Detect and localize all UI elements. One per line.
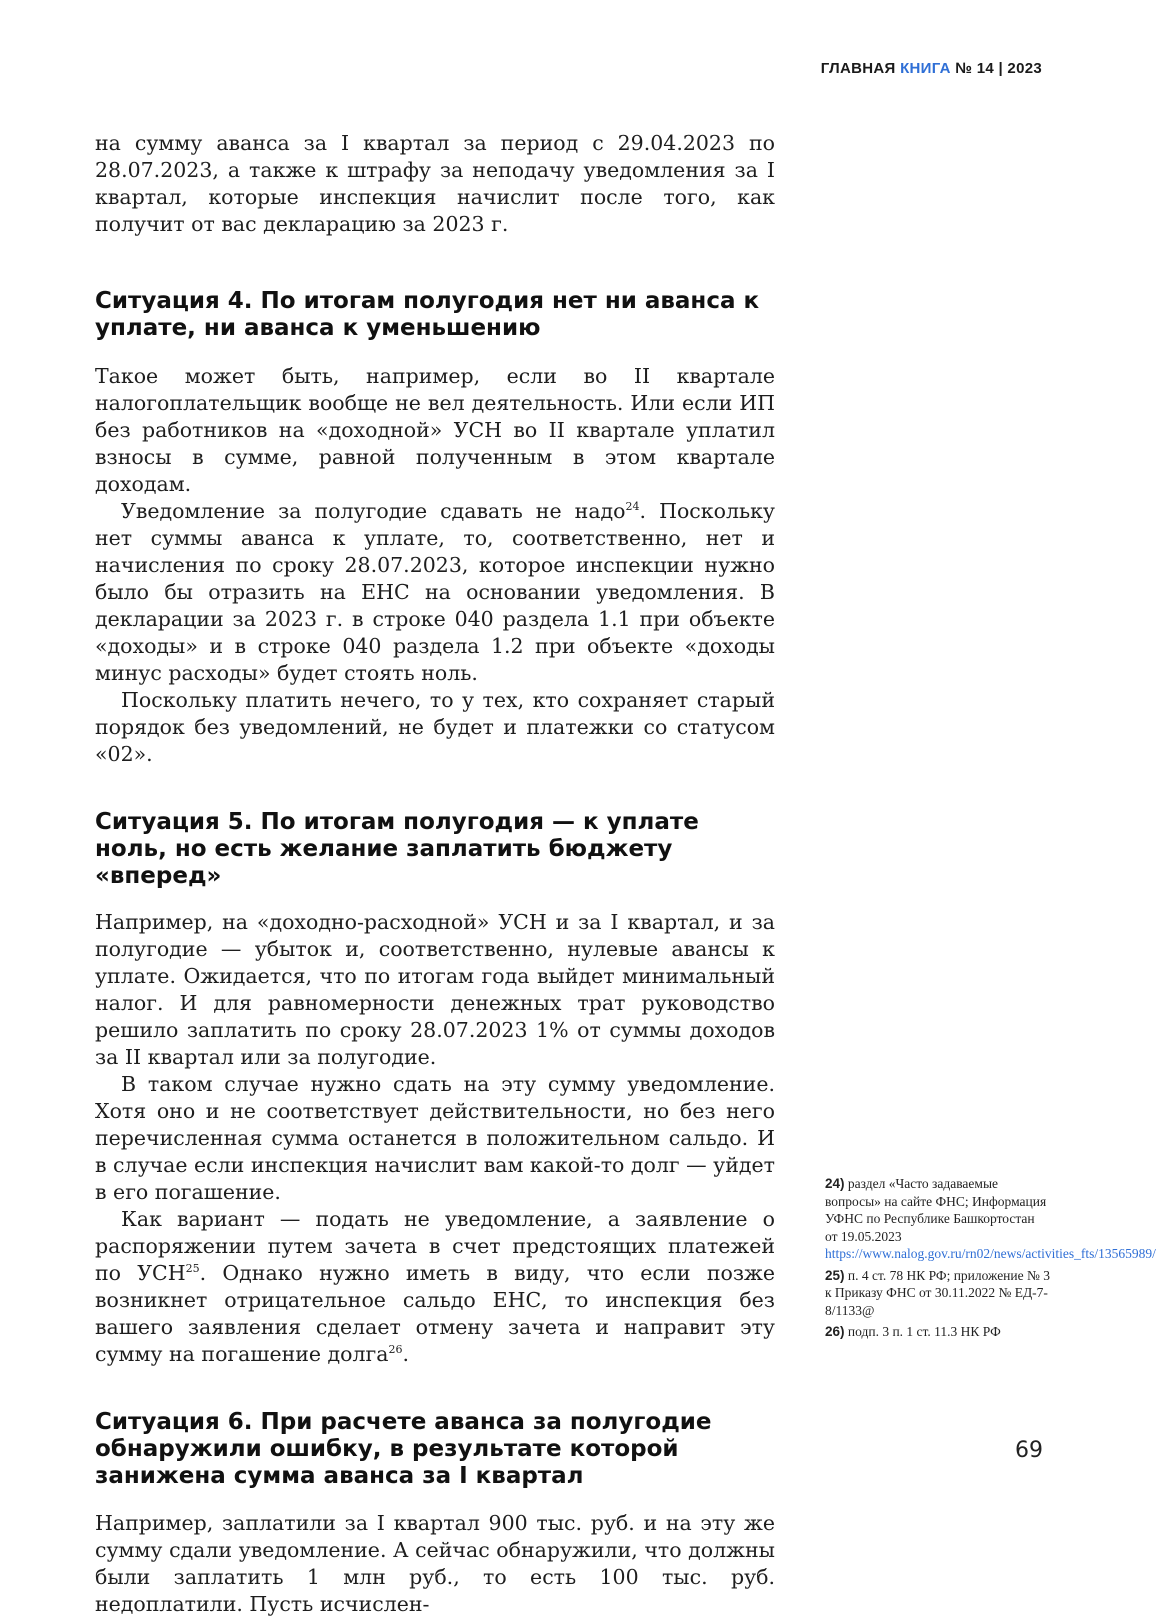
situation4-paragraph-3: Поскольку платить нечего, то у тех, кто сохраняет старый порядок без уведомлений, не будет и платежки со статусом «02». xyxy=(95,688,775,766)
footnote-ref-24[interactable]: 24 xyxy=(625,500,640,514)
header-title: ГЛАВНАЯ xyxy=(820,60,901,77)
running-header xyxy=(821,60,1042,77)
header-issue: № 14 | 2023 xyxy=(950,60,1042,77)
situation6-paragraph-1: Например, заплатили за I квартал 900 тыс. руб. и на эту же сумму сдали уведомление. А сейчас обнаружили, что должны были заплатить 1 млн руб., то есть 100 тыс. руб. недоплатили. Пусть исчислен- xyxy=(95,1511,775,1616)
footnote-26: 26) подп. 3 п. 1 ст. 11.3 НК РФ xyxy=(825,1324,1001,1339)
footnote-ref-26[interactable]: 26 xyxy=(388,1343,403,1357)
situation4-paragraph-1: Такое может быть, например, если во II квартале налогоплательщик вообще не вел деятельность. Или если ИП без работников на «доходной» УСН во II квартале уплатил взносы в сумме, равной полученным в этом квартале доходам. xyxy=(95,364,775,496)
situation4-heading: Ситуация 4. По итогам полугодия нет ни аванса к уплате, ни аванса к уменьшению xyxy=(95,288,760,341)
situation5-paragraph-2: В таком случае нужно сдать на эту сумму уведомление. Хотя оно и не соответствует действительности, но без него перечисленная сумма останется в положительном сальдо. И в случае если инспекция начислит вам какой-то долг — уйдет в его погашение. xyxy=(95,1072,775,1204)
footnotes-column xyxy=(825,1175,1156,1345)
main-column xyxy=(95,130,775,1618)
situation4-paragraph-2: Уведомление за полугодие сдавать не надо$^{24}$. Поскольку нет суммы аванса к уплате, то, соответственно, нет и начисления по сроку 28.07.2023, которое инспекции нужно было бы отразить на ЕНС на основании уведомления. В декларации за 2023 г. в строке 040 раздела 1.1 при объекте «доходы» и в строке 040 раздела 1.2 при объекте «доходы минус расходы» будет стоять ноль. xyxy=(95,499,775,685)
footnote-25: 25) п. 4 ст. 78 НК РФ; приложение № 3 к Приказу ФНС от 30.11.2022 № ЕД-7-8/1133@ xyxy=(825,1267,1051,1318)
footnote-24-link[interactable]: https://www.nalog.gov.ru/rn02/news/activities_fts/13565989/ xyxy=(825,1246,1156,1261)
header-title-accent: КНИГА xyxy=(900,60,951,77)
footnote-24: 24) раздел «Часто задаваемые вопросы» на сайте ФНС; Информация УФНС по Республике Башкортостан от 19.05.2023 https://www.nalog.gov.ru/rn02/news/activities_fts/13565989/ xyxy=(825,1176,1156,1261)
situation5-heading: Ситуация 5. По итогам полугодия — к уплате ноль, но есть желание заплатить бюджету «вперед» xyxy=(95,809,699,889)
situation5-paragraph-1: Например, на «доходно-расходной» УСН и за I квартал, и за полугодие — убыток и, соответственно, нулевые авансы к уплате. Ожидается, что по итогам года выйдет минимальный налог. И для равномерности денежных трат руководство решило заплатить по сроку 28.07.2023 1% от суммы доходов за II квартал или за полугодие. xyxy=(95,910,775,1069)
situation6-heading: Ситуация 6. При расчете аванса за полугодие обнаружили ошибку, в результате которой занижена сумма аванса за I квартал xyxy=(95,1409,712,1489)
situation5-paragraph-3: Как вариант — подать не уведомление, а заявление о распоряжении путем зачета в счет предстоящих платежей по УСН$^{25}$. Однако нужно иметь в виду, что если позже возникнет отрицательное сальдо ЕНС, то инспекция без вашего заявления сделает отмену зачета и направит эту сумму на погашение долга$^{26}$. xyxy=(95,1207,775,1366)
intro-paragraph: на сумму аванса за I квартал за период с 29.04.2023 по 28.07.2023, а также к штрафу за неподачу уведомления за I квартал, которые инспекция начислит после того, как получит от вас декларацию за 2023 г. xyxy=(95,131,775,236)
page-number: 69 xyxy=(1015,1438,1043,1463)
footnote-ref-25[interactable]: 25 xyxy=(185,1262,200,1276)
